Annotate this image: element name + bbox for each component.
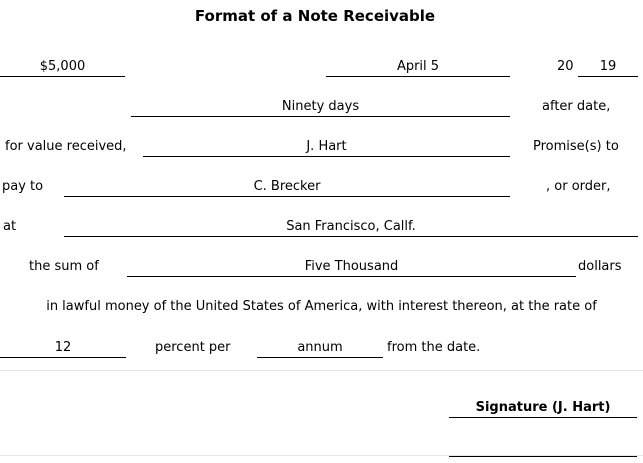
signature-top-line (449, 417, 637, 418)
amount-value: $5,000 (39, 59, 86, 74)
promise-label: Promise(s) to (533, 139, 619, 154)
period-underline (257, 357, 383, 358)
year-prefix: 20 (557, 59, 574, 74)
sum-words-value: Five Thousand (304, 259, 399, 274)
term-value: Ninety days (281, 99, 360, 114)
place-underline (64, 236, 638, 237)
payee-value: C. Brecker (253, 179, 321, 194)
value-received-label: for value received, (5, 139, 127, 154)
grid-line (0, 370, 643, 371)
date-underline (326, 76, 510, 77)
maker-value: J. Hart (306, 139, 347, 154)
rate-value: 12 (54, 340, 72, 355)
place-value: San Francisco, Callf. (286, 219, 416, 234)
pay-to-label: pay to (2, 179, 44, 194)
lawful-money-text: in lawful money of the United States of America, with interest thereon, at the rate of (46, 299, 597, 314)
after-date-label: after date, (542, 99, 611, 114)
or-order-label: , or order, (546, 179, 611, 194)
year-underline (578, 76, 638, 77)
rate-underline (0, 357, 126, 358)
period-value: annum (297, 340, 343, 355)
term-underline (131, 116, 510, 117)
percent-per-label: percent per (155, 340, 231, 355)
sum-underline (127, 276, 576, 277)
signature-label: Signature (J. Hart) (475, 400, 611, 415)
sum-of-label: the sum of (29, 259, 99, 274)
maker-underline (143, 156, 510, 157)
dollars-label: dollars (578, 259, 622, 274)
at-label: at (3, 219, 17, 234)
amount-underline (0, 76, 125, 77)
date-value: April 5 (396, 59, 440, 74)
year-suffix: 19 (599, 59, 617, 74)
signature-bottom-line (449, 456, 637, 457)
page-title: Format of a Note Receivable (194, 7, 436, 25)
payee-underline (64, 196, 510, 197)
from-date-label: from the date. (387, 340, 481, 355)
